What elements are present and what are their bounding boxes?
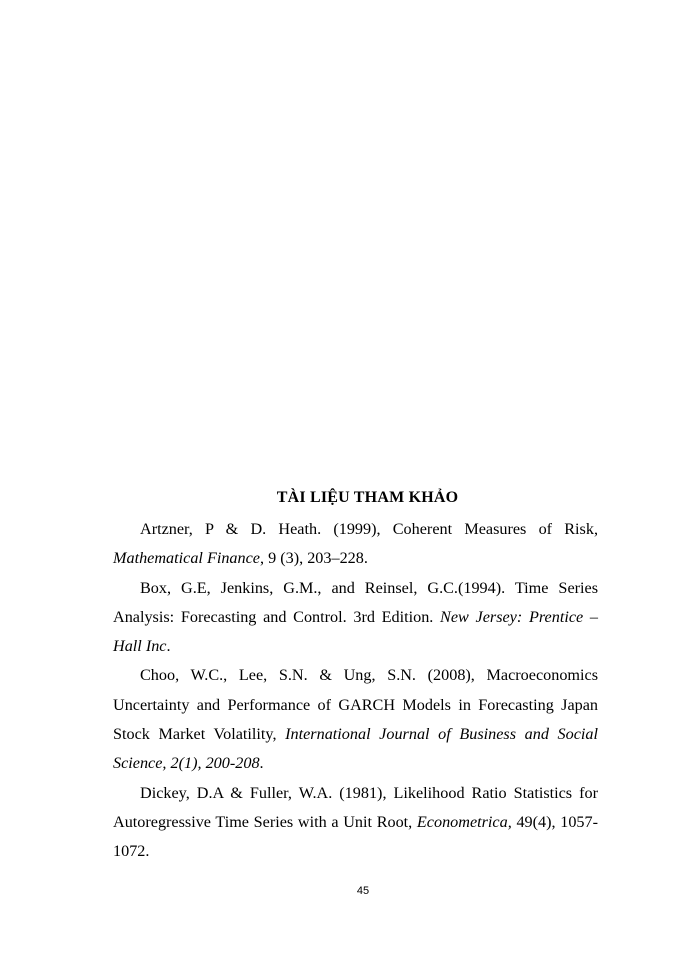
reference-source: New Jersey: Prentice –Hall Inc <box>113 607 598 656</box>
reference-text: Box, G.E, Jenkins, G.M., and Reinsel, G.C.(1994). Time Series Analysis: Forecasting and Control. 3rd Edition. <box>113 578 598 626</box>
reference-item-dickey <box>113 779 598 867</box>
reference-source: International Journal of Business and Social Science, 2(1), 200-208 <box>113 725 598 773</box>
reference-text: Artzner, P & D. Heath. (1999), Coherent Measures of Risk, <box>140 520 598 538</box>
reference-item-choo <box>113 661 598 778</box>
reference-source: Mathematical Finance <box>113 549 260 568</box>
references-heading: TÀI LIỆU THAM KHẢO <box>276 489 459 506</box>
reference-item-artzner <box>113 515 598 574</box>
reference-details: 49(4), 1057-1072. <box>113 812 599 861</box>
page-number: 45 <box>356 885 370 897</box>
reference-source: Econometrica, <box>416 812 512 831</box>
reference-list <box>113 515 598 867</box>
reference-text: Dickey, D.A & Fuller, W.A. (1981), Likelihood Ratio Statistics for Autoregressive Time Series with a Unit Root, <box>113 783 598 831</box>
reference-details: , 9 (3), 203–228. <box>260 549 368 568</box>
reference-details: . <box>259 754 264 773</box>
reference-item-box <box>113 574 598 662</box>
reference-text: Choo, W.C., Lee, S.N. & Ung, S.N. (2008), Macroeconomics Uncertainty and Performance of GARCH Models in Forecasting Japan Stock Market Volatility, <box>113 666 598 744</box>
reference-details: . <box>166 637 171 656</box>
